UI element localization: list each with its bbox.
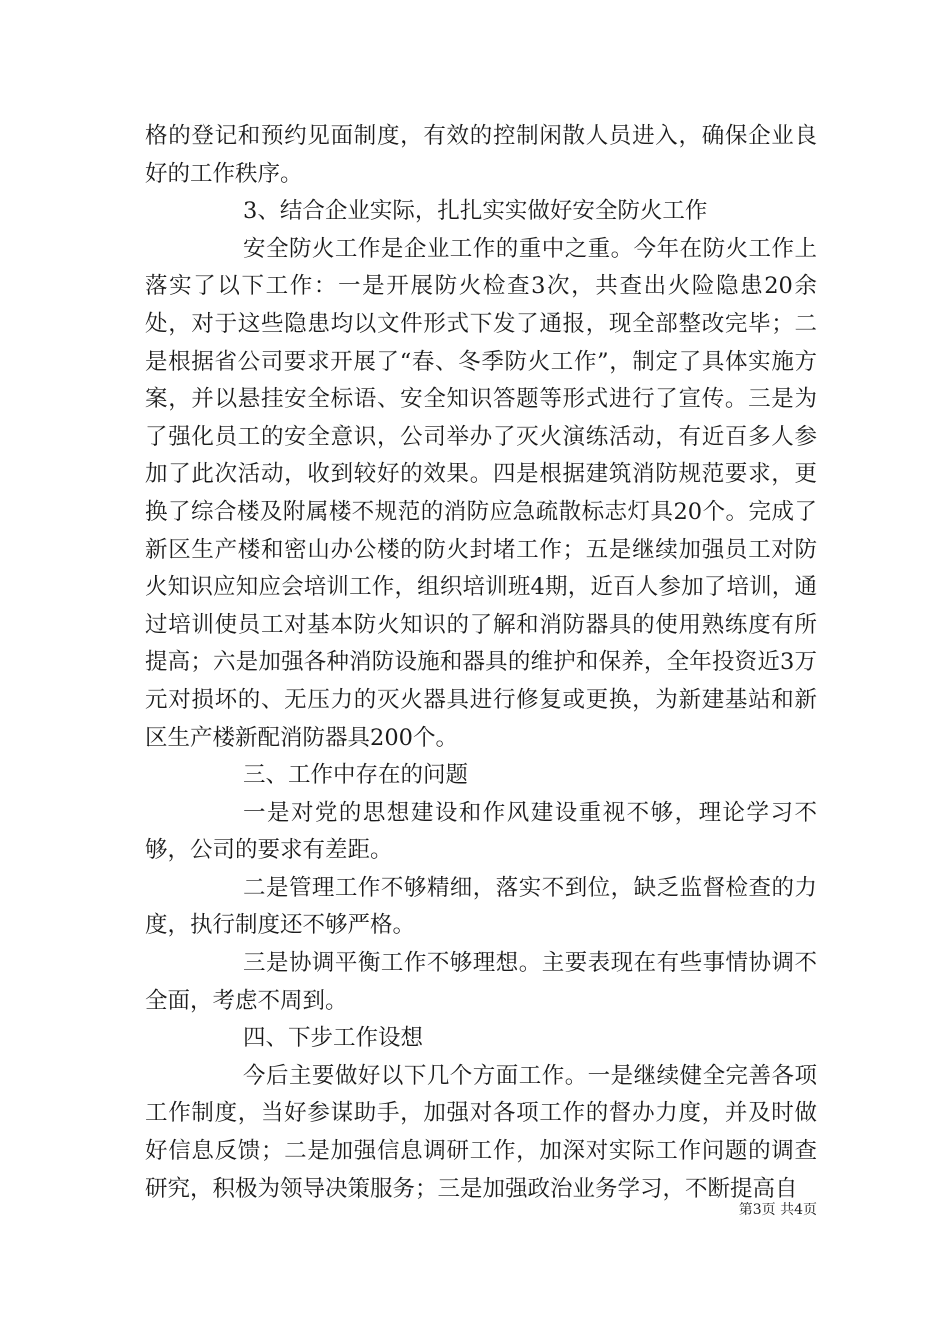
paragraph-next-steps: 今后主要做好以下几个方面工作。一是继续健全完善各项工作制度，当好参谋助手，加强对各项工作的督办力度，并及时做好信息反馈；二是加强信息调研工作，加深对实际工作问题的调查研究，积极为领导决策服务；三是加强政治业务学习，不断提高自 (145, 1062, 817, 1202)
paragraph-fire-safety: 安全防火工作是企业工作的重中之重。今年在防火工作上落实了以下工作：一是开展防火检查3次，共查出火险隐患20余处，对于这些隐患均以文件形式下发了通报，现全部整改完毕；二是根据省公司要求开展了“春、冬季防火工作”，制定了具体实施方案，并以悬挂安全标语、安全知识答题等形式进行了宣传。三是为了强化员工的安全意识，公司举办了灭火演练活动，有近百多人参加了此次活动，收到较好的效果。四是根据建筑消防规范要求，更换了综合楼及附属楼不规范的消防应急疏散标志灯具20个。完成了新区生产楼和密山办公楼的防火封堵工作；五是继续加强员工对防火知识应知应会培训工作，组织培训班4期，近百人参加了培训，通过培训使员工对基本防火知识的了解和消防器具的使用熟练度有所提高；六是加强各种消防设施和器具的维护和保养，全年投资近3万元对损坏的、无压力的灭火器具进行修复或更换，为新建基站和新区生产楼新配消防器具200个。 (145, 235, 817, 751)
section-heading-problems: 三、工作中存在的问题 (243, 762, 469, 789)
paragraph-problem-1: 一是对党的思想建设和作风建设重视不够，理论学习不够，公司的要求有差距。 (145, 799, 817, 864)
section-heading-3: 3、结合企业实际，扎扎实实做好安全防火工作 (243, 198, 708, 225)
section-heading-next-steps: 四、下步工作设想 (243, 1025, 424, 1052)
page-number-footer: 第3页 共4页 (738, 1202, 817, 1218)
paragraph-1: 格的登记和预约见面制度，有效的控制闲散人员进入，确保企业良好的工作秩序。 (145, 123, 817, 187)
paragraph-problem-2: 二是管理工作不够精细，落实不到位，缺乏监督检查的力度，执行制度还不够严格。 (145, 874, 817, 939)
paragraph-problem-3: 三是协调平衡工作不够理想。主要表现在有些事情协调不全面，考虑不周到。 (145, 950, 817, 1014)
document-body (145, 118, 817, 1208)
